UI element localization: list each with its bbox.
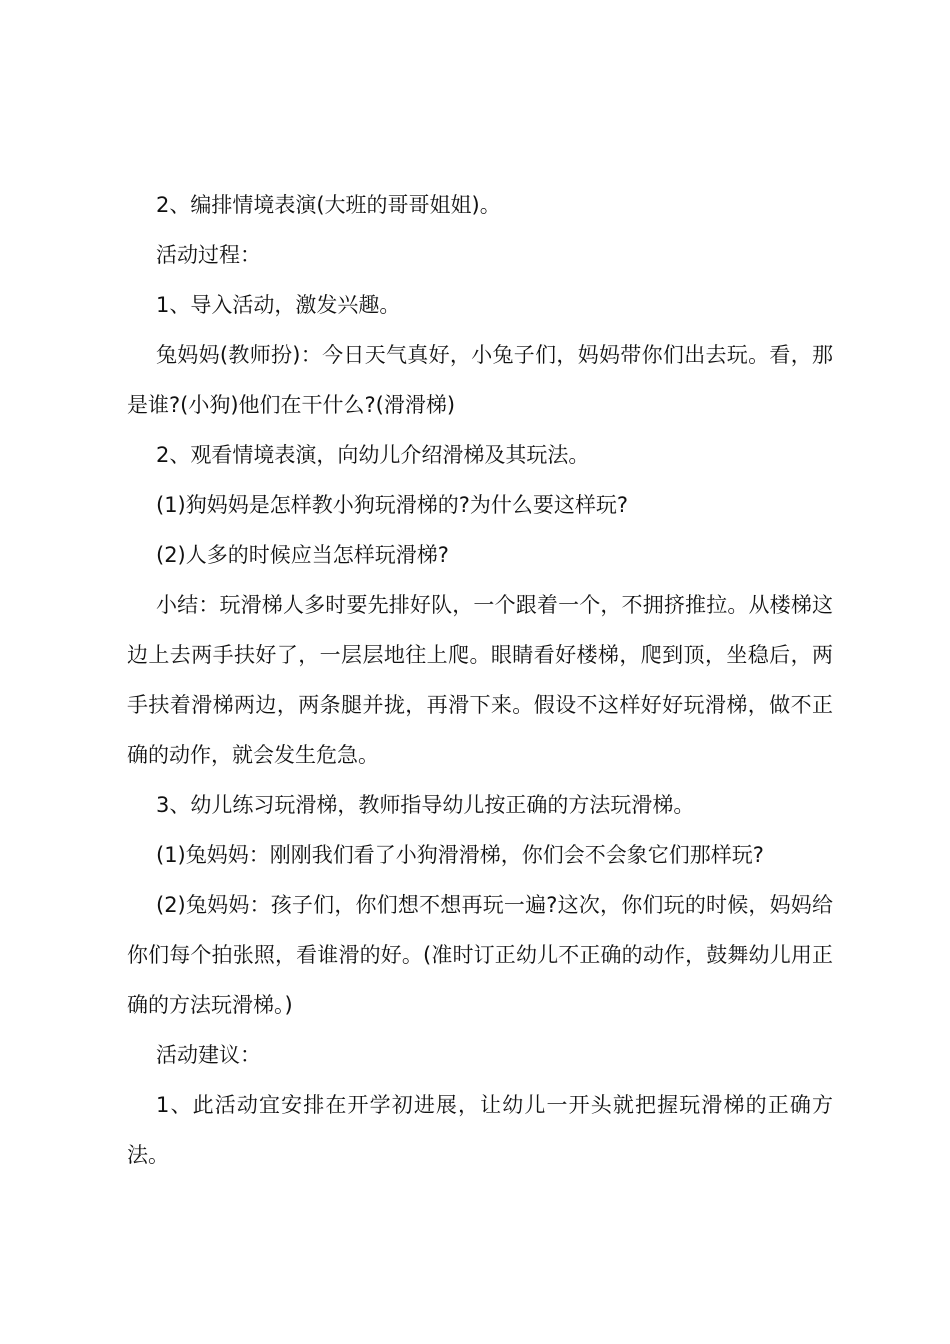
paragraph-practice-2: (2)兔妈妈：孩子们，你们想不想再玩一遍?这次，你们玩的时候，妈妈给你们每个拍张照，看谁滑的好。(准时订正幼儿不正确的动作，鼓舞幼儿用正确的方法玩滑梯。) [127, 893, 833, 1017]
paragraph-step-1: 1、导入活动，激发兴趣。 [156, 293, 401, 317]
paragraph-practice-1: (1)兔妈妈：刚刚我们看了小狗滑滑梯，你们会不会象它们那样玩? [156, 843, 764, 867]
paragraph-rabbit-mom-intro: 兔妈妈(教师扮)：今日天气真好，小兔子们，妈妈带你们出去玩。看，那是谁?(小狗)他们在干什么?(滑滑梯) [127, 343, 833, 417]
paragraph-question-1: (1)狗妈妈是怎样教小狗玩滑梯的?为什么要这样玩? [156, 493, 629, 517]
paragraph-summary: 小结：玩滑梯人多时要先排好队，一个跟着一个，不拥挤推拉。从楼梯这边上去两手扶好了，一层层地往上爬。眼睛看好楼梯，爬到顶，坐稳后，两手扶着滑梯两边，两条腿并拢，再滑下来。假设不这样好好玩滑梯，做不正确的动作，就会发生危急。 [127, 593, 833, 767]
paragraph-process-heading: 活动过程： [156, 243, 261, 267]
paragraph-step-2: 2、观看情境表演，向幼儿介绍滑梯及其玩法。 [156, 443, 590, 467]
paragraph-step-3: 3、幼儿练习玩滑梯，教师指导幼儿按正确的方法玩滑梯。 [156, 793, 695, 817]
paragraph-question-2: (2)人多的时候应当怎样玩滑梯? [156, 543, 449, 567]
paragraph-suggestions-heading: 活动建议： [156, 1043, 261, 1067]
paragraph-prep-item-2: 2、编排情境表演(大班的哥哥姐姐)。 [156, 193, 501, 217]
document-body [127, 180, 833, 1180]
paragraph-suggestion-1: 1、此活动宜安排在开学初进展，让幼儿一开头就把握玩滑梯的正确方法。 [127, 1093, 833, 1167]
